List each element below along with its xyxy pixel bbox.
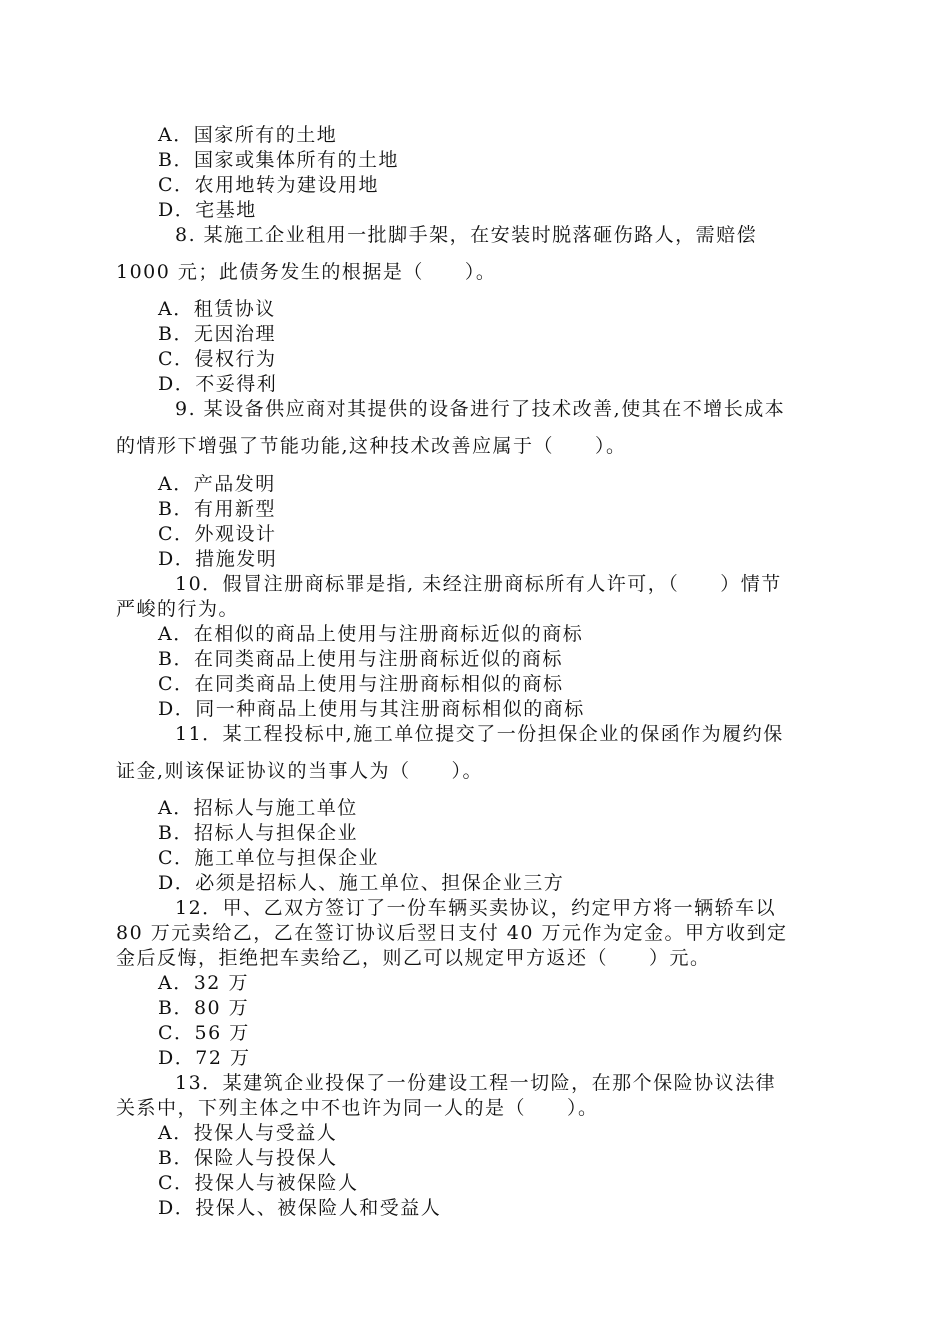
q10-option-c: C．在同类商品上使用与注册商标相似的商标 <box>158 673 564 695</box>
q8-option-c: C．侵权行为 <box>158 348 277 370</box>
q11-option-c: C．施工单位与担保企业 <box>158 847 380 869</box>
q13-stem-line1: 13．某建筑企业投保了一份建设工程一切险，在那个保险协议法律 <box>175 1072 777 1094</box>
q10-stem-line2: 严峻的行为。 <box>116 598 240 620</box>
q12-stem-line1: 12．甲、乙双方签订了一份车辆买卖协议，约定甲方将一辆轿车以 <box>175 897 777 919</box>
q7-option-d: D．宅基地 <box>158 199 257 221</box>
q9-option-c: C．外观设计 <box>158 523 277 545</box>
q13-option-d: D．投保人、被保险人和受益人 <box>158 1197 442 1219</box>
q9-option-a: A．产品发明 <box>158 473 276 495</box>
q8-stem-line1: 8. 某施工企业租用一批脚手架，在安装时脱落砸伤路人，需赔偿 <box>175 224 758 246</box>
q9-option-b: B．有用新型 <box>158 498 276 520</box>
q7-option-b: B．国家或集体所有的土地 <box>158 149 399 171</box>
q9-stem-line1: 9. 某设备供应商对其提供的设备进行了技术改善,使其在不增长成本 <box>175 398 786 420</box>
q11-stem-line2: 证金,则该保证协议的当事人为（ ）。 <box>116 760 484 782</box>
q9-option-d: D．措施发明 <box>158 548 278 570</box>
q12-option-b: B．80 万 <box>158 997 250 1019</box>
q13-option-a: A．投保人与受益人 <box>158 1122 338 1144</box>
q10-option-a: A．在相似的商品上使用与注册商标近似的商标 <box>158 623 584 645</box>
q12-option-d: D．72 万 <box>158 1047 251 1069</box>
q9-stem-line2: 的情形下增强了节能功能,这种技术改善应属于（ ）。 <box>116 435 627 457</box>
q10-option-d: D．同一种商品上使用与其注册商标相似的商标 <box>158 698 585 720</box>
q12-option-c: C．56 万 <box>158 1022 250 1044</box>
q11-stem-line1: 11．某工程投标中,施工单位提交了一份担保企业的保函作为履约保 <box>175 723 784 745</box>
q12-stem-line2: 80 万元卖给乙，乙在签订协议后翌日支付 40 万元作为定金。甲方收到定 <box>116 922 788 944</box>
q10-stem-line1: 10．假冒注册商标罪是指, 未经注册商标所有人许可，（ ）情节 <box>175 573 782 595</box>
q13-option-c: C．投保人与被保险人 <box>158 1172 359 1194</box>
q11-option-b: B．招标人与担保企业 <box>158 822 358 844</box>
q8-option-a: A．租赁协议 <box>158 298 276 320</box>
q10-option-b: B．在同类商品上使用与注册商标近似的商标 <box>158 648 563 670</box>
q7-option-a: A．国家所有的土地 <box>158 124 338 146</box>
q8-option-b: B．无因治理 <box>158 323 276 345</box>
q8-option-d: D．不妥得利 <box>158 373 278 395</box>
q12-stem-line3: 金后反悔，拒绝把车卖给乙，则乙可以规定甲方返还（ ）元。 <box>116 947 711 969</box>
q13-stem-line2: 关系中，下列主体之中不也许为同一人的是（ ）。 <box>116 1097 599 1119</box>
q7-option-c: C．农用地转为建设用地 <box>158 174 380 196</box>
q13-option-b: B．保险人与投保人 <box>158 1147 338 1169</box>
q11-option-d: D．必须是招标人、施工单位、担保企业三方 <box>158 872 565 894</box>
q11-option-a: A．招标人与施工单位 <box>158 797 358 819</box>
q12-option-a: A．32 万 <box>158 972 249 994</box>
q8-stem-line2: 1000 元；此债务发生的根据是（ ）。 <box>116 261 497 283</box>
